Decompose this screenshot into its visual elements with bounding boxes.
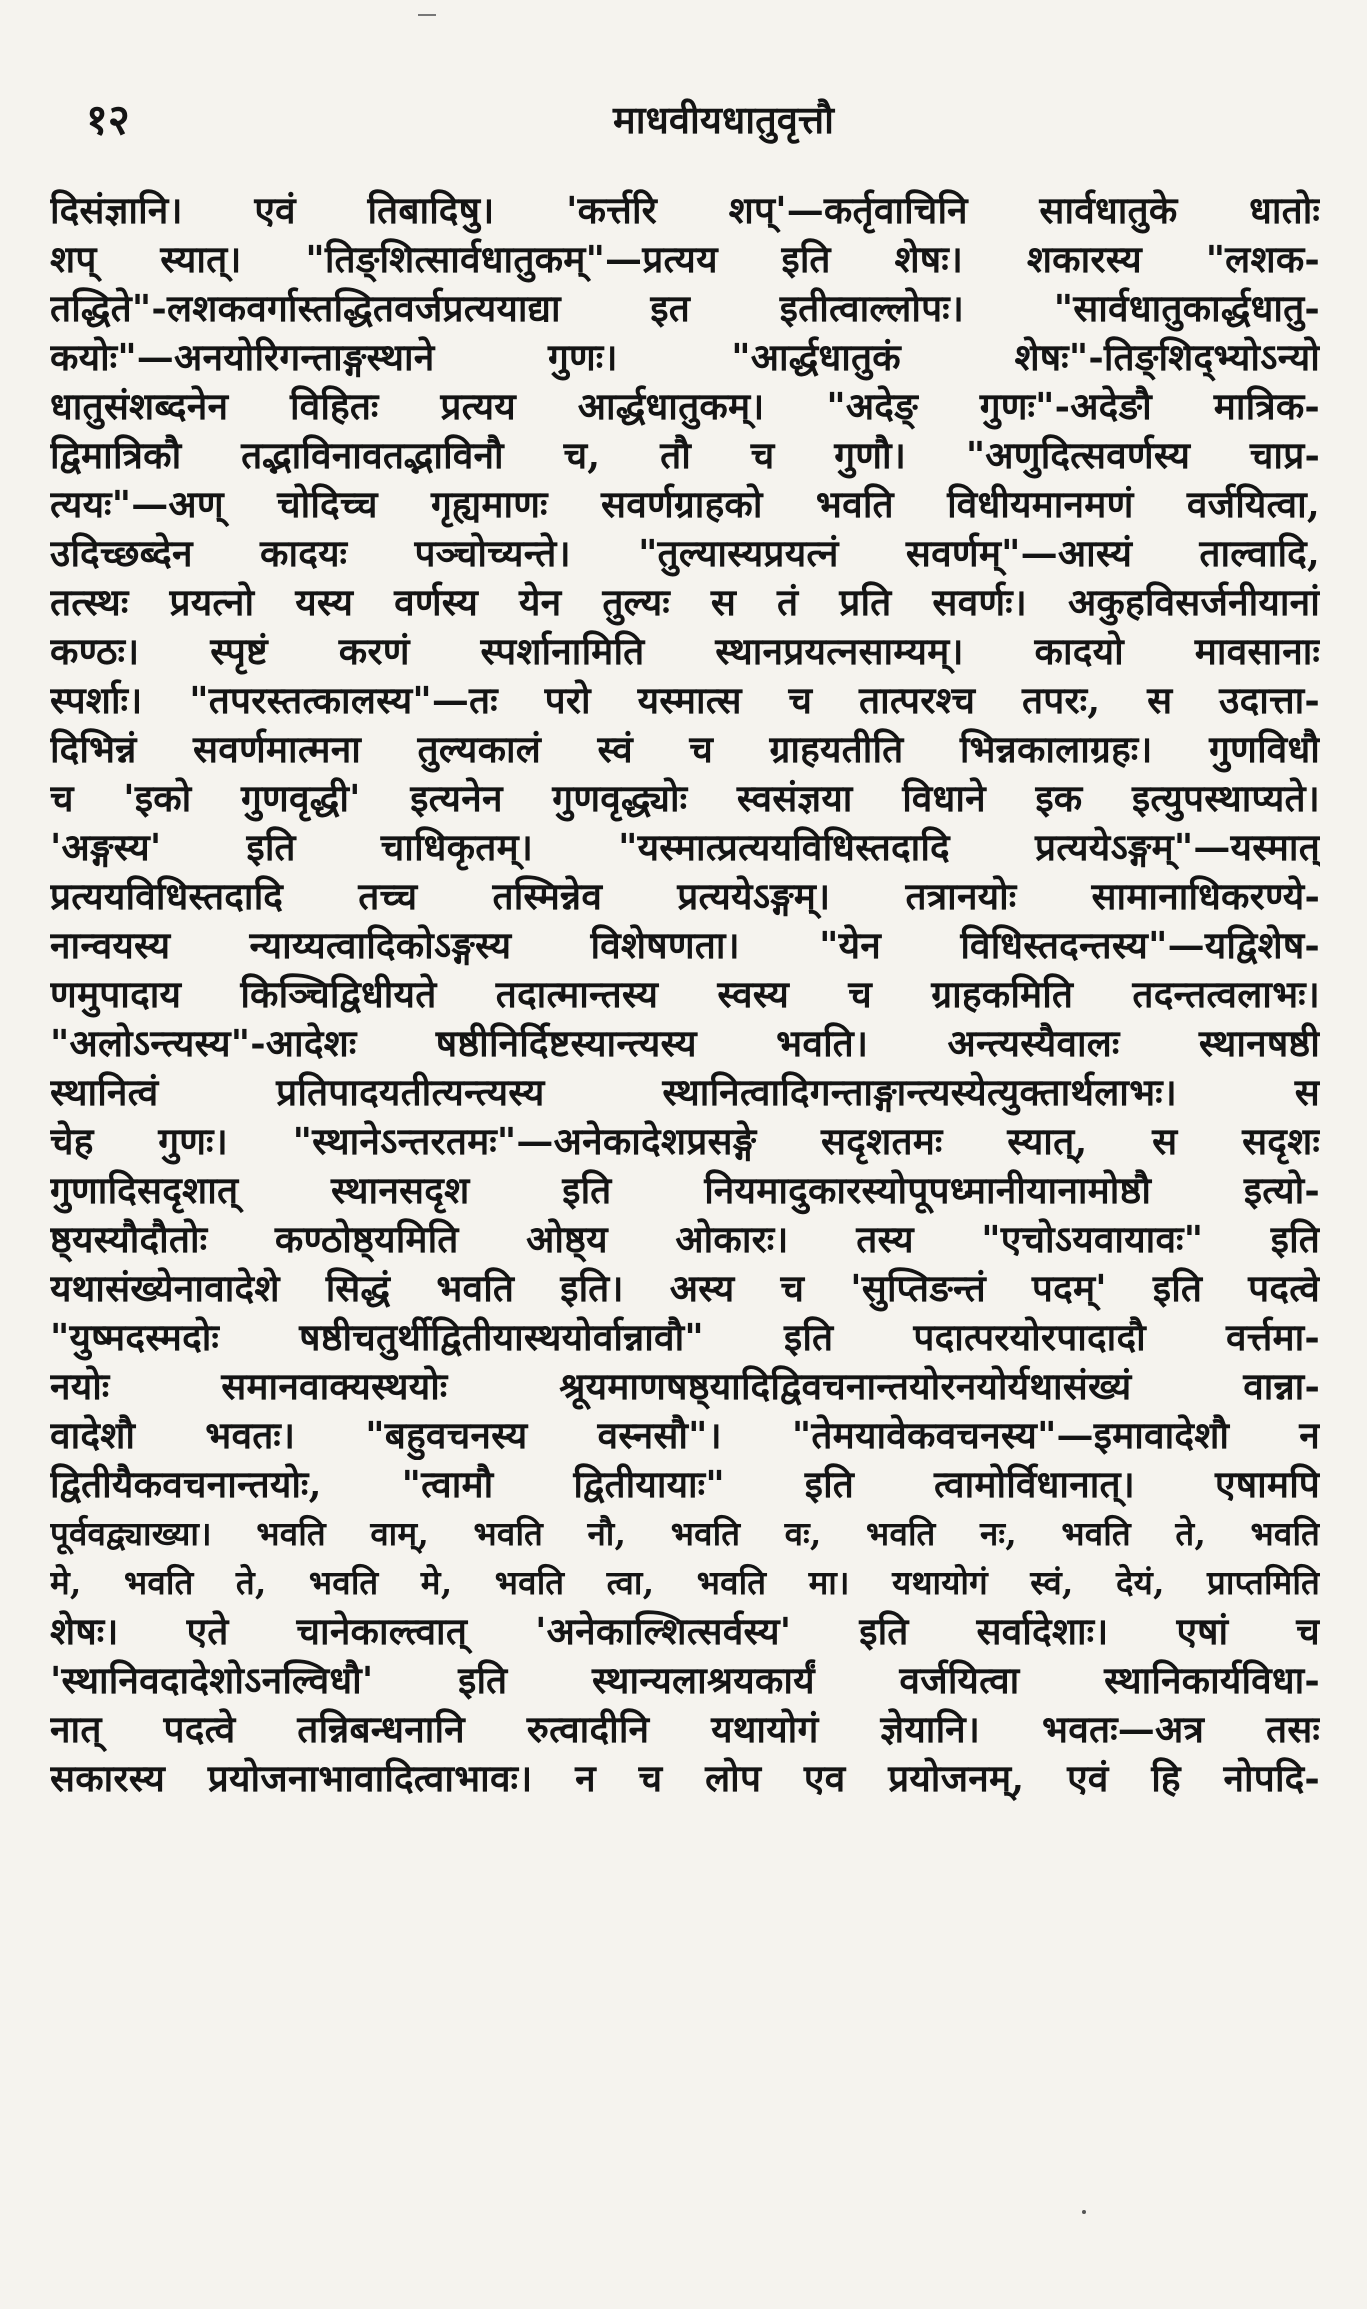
text-line: "अलोऽन्त्यस्य"-आदेशः षष्ठीनिर्दिष्टस्यान्त्यस्य भवति। अन्त्यस्यैवालः स्थानषष्ठी xyxy=(50,1021,1320,1065)
scan-speck xyxy=(1082,2210,1086,2214)
text-line: गुणादिसदृशात् स्थानसदृश इति नियमादुकारस्योपूपध्मानीयानामोष्ठौ इत्यो- xyxy=(50,1168,1320,1212)
text-line: दिसंज्ञानि। एवं तिबादिषु। 'कर्त्तरि शप्'—कर्तृवाचिनि सार्वधातुके धातोः xyxy=(50,188,1320,232)
text-line: वादेशौ भवतः। "बहुवचनस्य वस्नसौ"। "तेमयावेकवचनस्य"—इमावादेशौ न xyxy=(50,1413,1320,1457)
text-line: च 'इको गुणवृद्धी' इत्यनेन गुणवृद्ध्योः स्वसंज्ञया विधाने इक इत्युपस्थाप्यते। xyxy=(50,776,1320,820)
text-line: उदिच्छब्देन कादयः पञ्चोच्यन्ते। "तुल्यास्यप्रयत्नं सवर्णम्"—आस्यं ताल्वादि, xyxy=(50,531,1320,575)
text-line: धातुसंशब्दनेन विहितः प्रत्यय आर्द्धधातुकम्। "अदेङ् गुणः"-अदेङौ मात्रिक- xyxy=(50,384,1320,428)
text-line: यथासंख्येनावादेशे सिद्धं भवति इति। अस्य च 'सुप्तिङन्तं पदम्' इति पदत्वे xyxy=(50,1266,1320,1310)
text-line: पूर्ववद्व्याख्या। भवति वाम्, भवति नौ, भवति वः, भवति नः, भवति ते, भवति xyxy=(50,1514,1320,1553)
text-line: द्वितीयैकवचनान्तयोः, "त्वामौ द्वितीयायाः" इति त्वामोर्विधानात्। एषामपि xyxy=(50,1462,1320,1506)
text-line: शप् स्यात्। "तिङ्शित्सार्वधातुकम्"—प्रत्यय इति शेषः। शकारस्य "लशक- xyxy=(50,237,1320,281)
page-number: १२ xyxy=(86,95,130,144)
text-line: "युष्मदस्मदोः षष्ठीचतुर्थीद्वितीयास्थयोर्वान्नावौ" इति पदात्परयोरपादादौ वर्त्तमा- xyxy=(50,1315,1320,1359)
text-line: दिभिन्नं सवर्णमात्मना तुल्यकालं स्वं च ग्राहयतीति भिन्नकालाग्रहः। गुणविधौ xyxy=(50,727,1320,771)
body-text xyxy=(50,186,1320,1803)
text-line: नान्वयस्य न्याय्यत्वादिकोऽङ्गस्य विशेषणता। "येन विधिस्तदन्तस्य"—यद्विशेष- xyxy=(50,923,1320,967)
scan-mark xyxy=(418,14,436,16)
text-line: त्ययः"—अण् चोदिच्च गृह्यमाणः सवर्णग्राहको भवति विधीयमानमणं वर्जयित्वा, xyxy=(50,482,1320,526)
text-line: मे, भवति ते, भवति मे, भवति त्वा, भवति मा। यथायोगं स्वं, देयं, प्राप्तमिति xyxy=(50,1563,1320,1602)
text-line: ष्ठ्यस्यौदौतोः कण्ठोष्ठ्यमिति ओष्ठ्य ओकारः। तस्य "एचोऽयवायावः" इति xyxy=(50,1217,1320,1261)
text-line: तद्धिते"-लशकवर्गास्तद्धितवर्जप्रत्ययाद्या इत इतीत्वाल्लोपः। "सार्वधातुकार्द्धधातु- xyxy=(50,286,1320,330)
text-line: नात् पदत्वे तन्निबन्धनानि रुत्वादीनि यथायोगं ज्ञेयानि। भवतः—अत्र तसः xyxy=(50,1707,1320,1751)
text-line: नयोः समानवाक्यस्थयोः श्रूयमाणषष्ठ्यादिद्विवचनान्तयोरनयोर्यथासंख्यं वान्ना- xyxy=(50,1364,1320,1408)
text-line: स्थानित्वं प्रतिपादयतीत्यन्त्यस्य स्थानित्वादिगन्ताङ्गान्त्यस्येत्युक्तार्थलाभः। स xyxy=(50,1070,1320,1114)
running-title: माधवीयधातुवृत्तौ xyxy=(612,97,835,142)
page-header xyxy=(62,92,1305,148)
text-line: कयोः"—अनयोरिगन्ताङ्गस्थाने गुणः। "आर्द्धधातुकं शेषः"-तिङ्शिद्भ्योऽन्यो xyxy=(50,335,1320,379)
text-line: द्विमात्रिकौ तद्भाविनावतद्भाविनौ च, तौ च गुणौ। "अणुदित्सवर्णस्य चाप्र- xyxy=(50,433,1320,477)
text-line: णमुपादाय किञ्चिद्विधीयते तदात्मान्तस्य स्वस्य च ग्राहकमिति तदन्तत्वलाभः। xyxy=(50,972,1320,1016)
text-line: चेह गुणः। "स्थानेऽन्तरतमः"—अनेकादेशप्रसङ्गे सदृशतमः स्यात्, स सदृशः xyxy=(50,1119,1320,1163)
text-line: सकारस्य प्रयोजनाभावादित्वाभावः। न च लोप एव प्रयोजनम्, एवं हि नोपदि- xyxy=(50,1756,1320,1800)
text-line: स्पर्शाः। "तपरस्तत्कालस्य"—तः परो यस्मात्स च तात्परश्च तपरः, स उदात्ता- xyxy=(50,678,1320,722)
text-line: प्रत्ययविधिस्तदादि तच्च तस्मिन्नेव प्रत्ययेऽङ्गम्। तत्रानयोः सामानाधिकरण्ये- xyxy=(50,874,1320,918)
text-line: कण्ठः। स्पृष्टं करणं स्पर्शानामिति स्थानप्रयत्नसाम्यम्। कादयो मावसानाः xyxy=(50,629,1320,673)
text-line: 'अङ्गस्य' इति चाधिकृतम्। "यस्मात्प्रत्ययविधिस्तदादि प्रत्ययेऽङ्गम्"—यस्मात् xyxy=(50,825,1320,869)
text-line: 'स्थानिवदादेशोऽनल्विधौ' इति स्थान्यलाश्रयकार्यं वर्जयित्वा स्थानिकार्यविधा- xyxy=(50,1658,1320,1702)
text-line: शेषः। एते चानेकाल्त्वात् 'अनेकाल्शित्सर्वस्य' इति सर्वादेशाः। एषां च xyxy=(50,1609,1320,1653)
text-line: तत्स्थः प्रयत्नो यस्य वर्णस्य येन तुल्यः स तं प्रति सवर्णः। अकुहविसर्जनीयानां xyxy=(50,580,1320,624)
